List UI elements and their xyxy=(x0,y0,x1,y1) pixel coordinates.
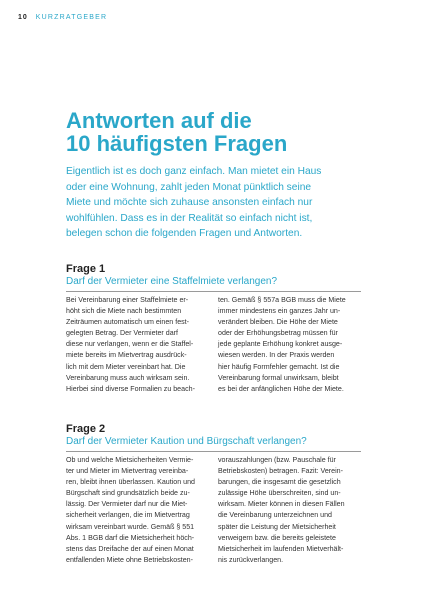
text-line: ten. Gemäß § 557a BGB muss die Miete xyxy=(218,296,346,304)
text-line: später die Leistung der Mietsicherheit xyxy=(218,522,336,531)
frage-1-column-right xyxy=(218,295,355,395)
intro-line: Eigentlich ist es doch ganz einfach. Man mietet ein Haus xyxy=(66,166,322,177)
text-line: sicherheit verlangen, die im Mietvertrag xyxy=(66,511,190,520)
text-line: stens das Dreifache der auf einen Monat xyxy=(66,544,194,553)
text-line: gelegten Betrag. Der Vermieter darf xyxy=(66,329,178,338)
frage-2-question: Darf der Vermieter Kaution und Bürgschaft verlangen? xyxy=(66,436,307,447)
title-line-1: Antworten auf die xyxy=(66,108,252,133)
intro-line: oder eine Wohnung, zahlt jeden Monat pünktlich seine xyxy=(66,181,312,193)
text-line: Mietsicherheit im laufenden Mietverhält- xyxy=(218,544,344,553)
text-line: Betriebskosten) betragen. Fazit: Verein- xyxy=(218,467,343,476)
frage-2-column-right xyxy=(218,455,355,566)
text-line: immer mindestens ein ganzes Jahr un- xyxy=(218,307,341,316)
text-line: ren, bleibt ihnen überlassen. Kaution und xyxy=(66,478,195,487)
text-line: lässig. Der Vermieter darf nur die Miet- xyxy=(66,500,188,509)
frage-1-question: Darf der Vermieter eine Staffelmiete verlangen? xyxy=(66,276,278,287)
text-line: die Vereinbarung unterzeichnen und xyxy=(218,511,332,520)
text-line: Hierbei sind diverse Formalien zu beach- xyxy=(66,384,195,393)
text-line: Vereinbarung muss auch wirksam sein. xyxy=(66,373,190,382)
text-line: Abs. 1 BGB darf die Mietsicherheit höch- xyxy=(66,533,195,542)
text-line: es bei der anfänglichen Höhe der Miete. xyxy=(218,384,344,393)
intro-line: wohlfühlen. Dass es in der Realität so einfach nicht ist, xyxy=(66,212,313,224)
text-line: wirksam vereinbart wurde. Gemäß § 551 xyxy=(66,522,195,531)
text-line: zulässige Höhe überschreiten, sind un- xyxy=(218,489,341,498)
text-line: hier häufig Formfehler gemacht. Ist die xyxy=(218,362,340,371)
text-line: lich mit dem Mieter vereinbart hat. Die xyxy=(66,362,186,371)
text-line: höht sich die Miete nach bestimmten xyxy=(66,307,182,316)
text-line: Ob und welche Mietsicherheiten Vermie- xyxy=(66,456,194,464)
section-label: KURZRATGEBER xyxy=(35,14,108,21)
text-line: verändert bleiben. Die Höhe der Miete xyxy=(218,318,338,327)
text-line: jede geplante Erhöhung konkret ausge- xyxy=(218,340,343,349)
intro-paragraph xyxy=(66,164,366,242)
text-line: nis zurückverlangen. xyxy=(218,555,284,564)
frage-1-label: Frage 1 xyxy=(66,263,106,275)
text-line: vorauszahlungen (bzw. Pauschale für xyxy=(218,456,336,464)
page-header xyxy=(18,14,107,21)
text-line: Bei Vereinbarung einer Staffelmiete er- xyxy=(66,296,189,304)
text-line: miete bereits im Mietvertrag ausdrück- xyxy=(66,351,187,360)
page-title xyxy=(66,109,366,155)
text-line: barungen, die insgesamt die gesetzlich xyxy=(218,478,341,487)
intro-line: belegen schon die folgenden Fragen und Antworten. xyxy=(66,228,303,239)
text-line: wirksam. Mieter können in diesen Fällen xyxy=(218,500,345,509)
frage-2-divider xyxy=(66,451,361,452)
page-number: 10 xyxy=(18,14,28,21)
title-line-2: 10 häufigsten Fragen xyxy=(66,131,288,156)
text-line: oder der Erhöhungsbetrag müssen für xyxy=(218,329,338,338)
text-line: Zeiträumen automatisch um einen fest- xyxy=(66,318,190,327)
frage-2-label: Frage 2 xyxy=(66,423,106,435)
frage-1-column-left xyxy=(66,295,203,395)
text-line: ter und Mieter im Mietvertrag vereinba- xyxy=(66,467,189,476)
text-line: wiesen werden. In der Praxis werden xyxy=(218,351,335,360)
text-line: Vereinbarung formal unwirksam, bleibt xyxy=(218,373,339,382)
text-line: entfallenden Miete ohne Betriebskosten- xyxy=(66,555,193,564)
intro-line: Miete und möchte sich zuhause ansonsten einfach nur xyxy=(66,197,313,208)
frage-2-column-left xyxy=(66,455,203,566)
text-line: Bürgschaft sind grundsätzlich beide zu- xyxy=(66,489,190,498)
frage-1-divider xyxy=(66,291,361,292)
text-line: diese nur verlangen, wenn er die Staffel- xyxy=(66,340,194,349)
text-line: verweigern bzw. die bereits geleistete xyxy=(218,533,336,542)
